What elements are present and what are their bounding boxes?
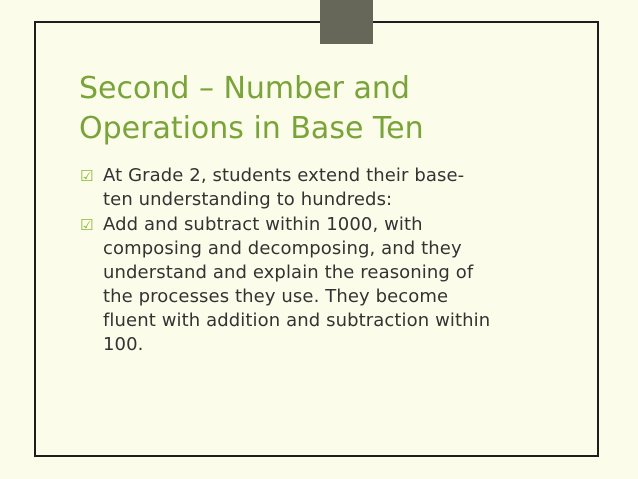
checkbox-bullet-icon: ☑: [80, 216, 94, 234]
accent-bar: [320, 0, 373, 44]
bullet-text: At Grade 2, students extend their base- ten understanding to hundreds:: [103, 165, 465, 210]
bullet-list: [80, 164, 550, 358]
bullet-item: [80, 164, 550, 212]
checkbox-bullet-icon: ☑: [80, 167, 94, 185]
bullet-item: [80, 213, 550, 357]
slide-title: Second – Number and Operations in Base Ten: [79, 71, 424, 146]
bullet-text: Add and subtract within 1000, with composing and decomposing, and they understand and explain the reasoning of the processes they use. They become fluent with addition and subtraction within 100.: [103, 214, 491, 355]
